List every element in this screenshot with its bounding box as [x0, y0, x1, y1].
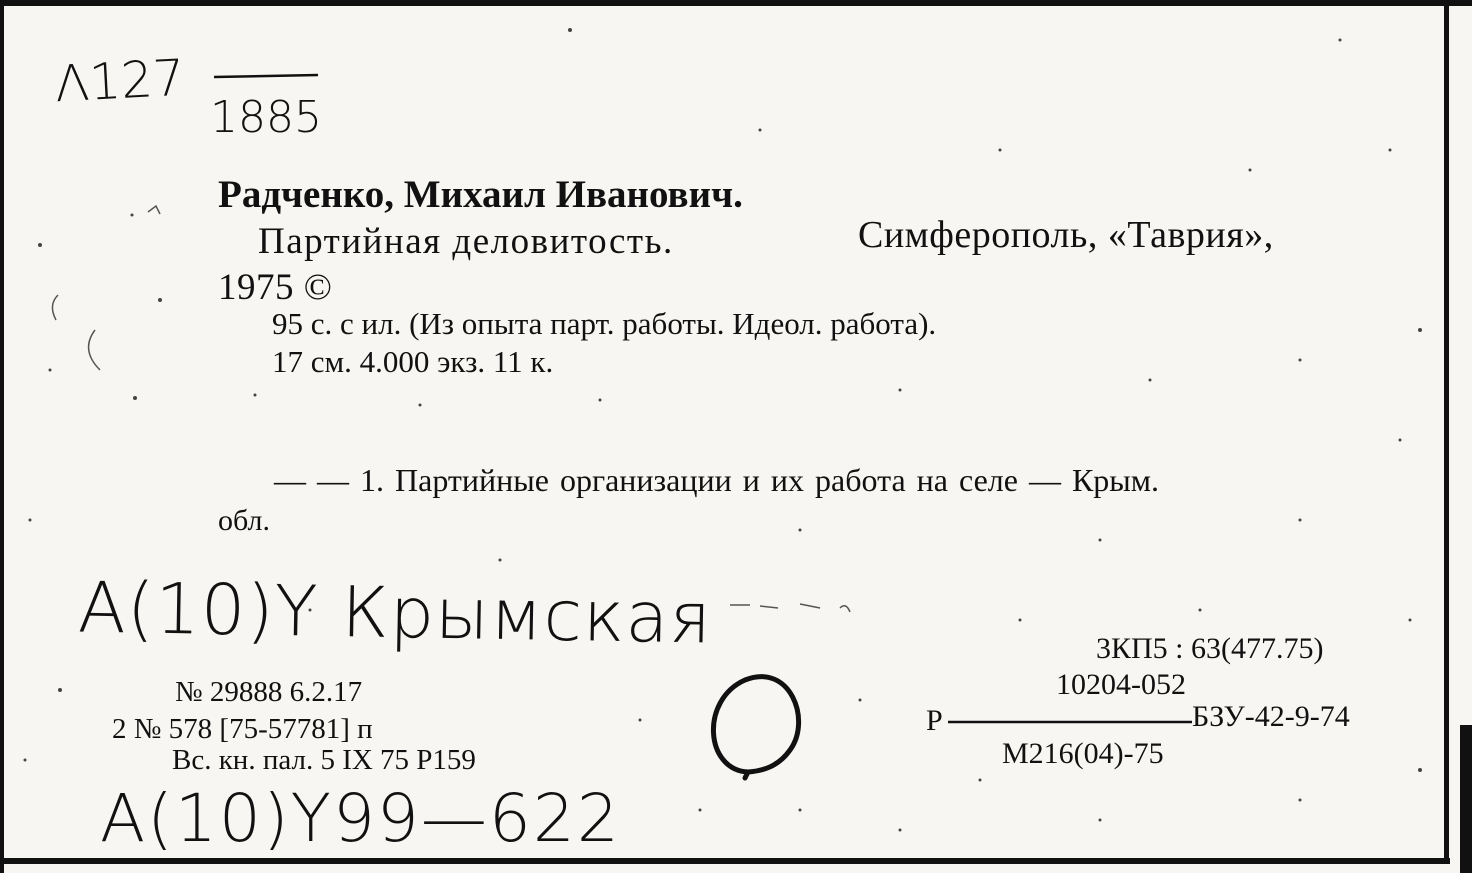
place-publisher: Симферополь, «Таврия»,: [858, 214, 1274, 256]
registration-number: № 29888 6.2.17: [175, 676, 363, 708]
bbk-index: 3КП5 : 63(477.75): [1096, 632, 1324, 665]
registration-record: 2 № 578 [75-57781] п: [112, 713, 373, 745]
handwritten-classification: А(10)Ү Крымская: [77, 566, 713, 660]
size-print-run-price: 17 см. 4.000 экз. 11 к.: [272, 344, 554, 379]
subject-heading: — — 1. Партийные организации и их работа на селе — Крым.: [274, 462, 1160, 498]
handwritten-inventory-number: А(10)Ү99—622: [100, 780, 621, 857]
call-number-prefix: Λ127: [53, 48, 187, 114]
call-number-suffix: 1885: [210, 92, 322, 143]
code-denominator: М216(04)-75: [1002, 737, 1164, 770]
pagination-series: 95 с. с ил. (Из опыта парт. работы. Идеол. работа).: [272, 306, 937, 341]
code-numerator: 10204-052: [1056, 668, 1186, 701]
author-heading: Радченко, Михаил Иванович.: [218, 173, 743, 216]
publication-year: 1975 ©: [218, 267, 333, 308]
subject-heading-continued: обл.: [218, 504, 270, 537]
book-chamber-mark: Вс. кн. пал. 5 IX 75 Р159: [172, 744, 476, 776]
code-suffix: БЗУ-42-9-74: [1192, 700, 1350, 733]
book-title: Партийная деловитость.: [258, 221, 674, 262]
code-prefix: Р: [926, 704, 943, 737]
